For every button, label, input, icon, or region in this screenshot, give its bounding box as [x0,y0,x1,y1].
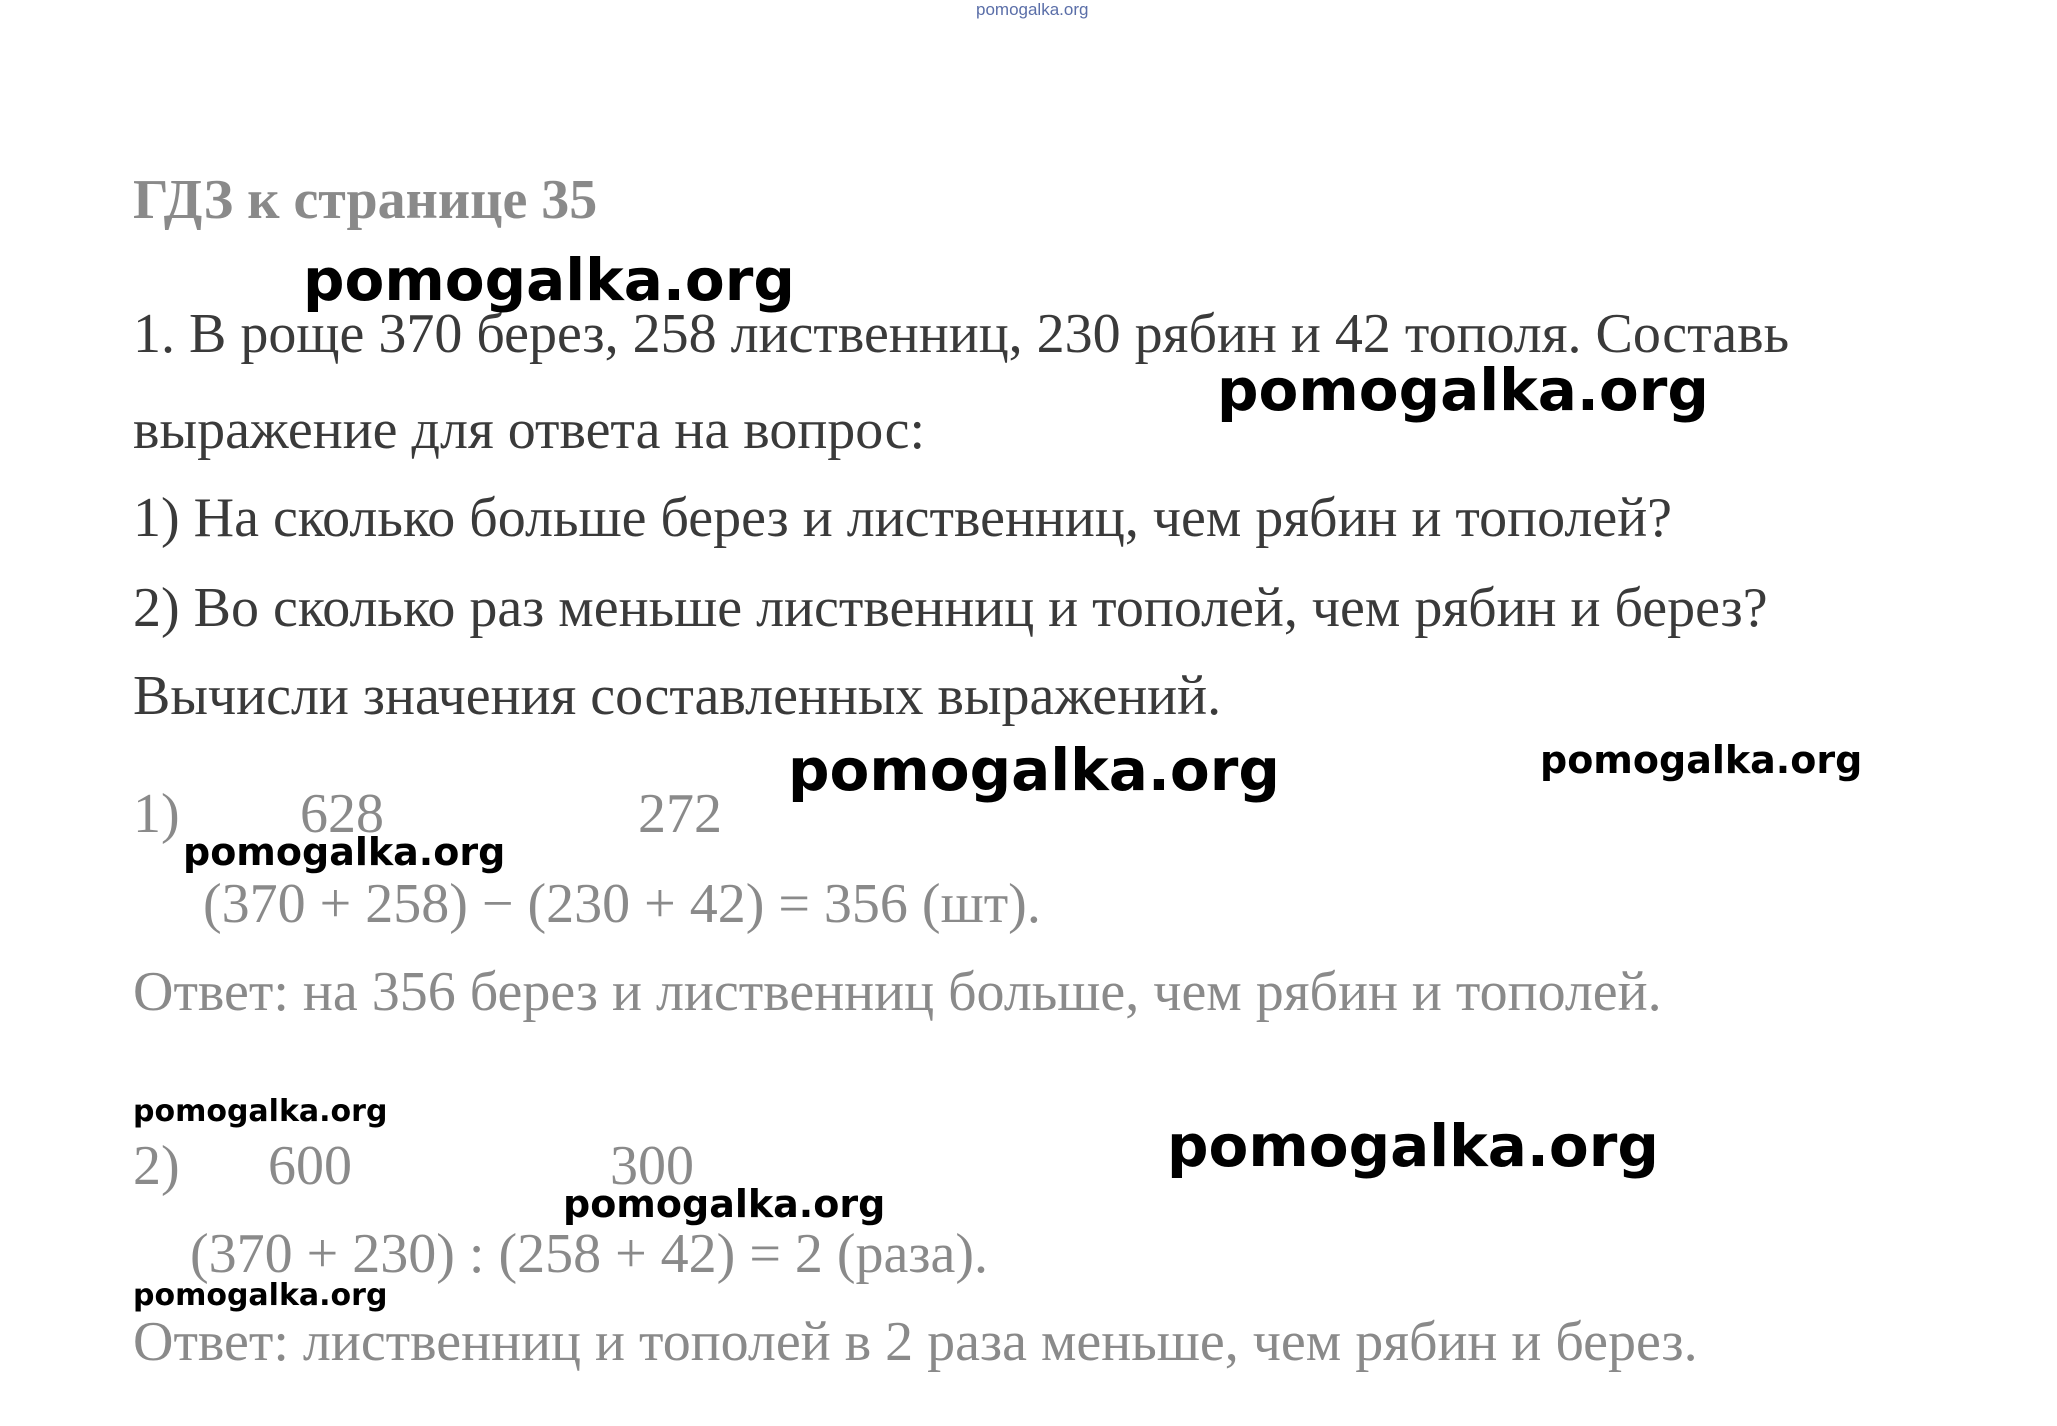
site-url: pomogalka.org [976,0,1089,19]
watermark: pomogalka.org [133,1094,388,1129]
solution-2-answer: Ответ: лиственниц и тополей в 2 раза меньше, чем рябин и берез. [133,1311,1698,1373]
task-question-2: 2) Во сколько раз меньше лиственниц и тополей, чем рябин и берез? [133,577,1768,639]
solution-2-subtotal: 300 [610,1135,694,1197]
task-instruction: Вычисли значения составленных выражений. [133,665,1222,727]
page-title: ГДЗ к странице 35 [133,169,598,231]
solution-2-expression: (370 + 230) : (258 + 42) = 2 (раза). [190,1223,989,1285]
task-statement-line: выражение для ответа на вопрос: [133,399,926,461]
solution-1-answer: Ответ: на 356 берез и лиственниц больше, чем рябин и тополей. [133,961,1662,1023]
watermark: pomogalka.org [1167,1112,1659,1180]
watermark: pomogalka.org [183,830,506,874]
solution-1-expression: (370 + 258) − (230 + 42) = 356 (шт). [203,873,1041,935]
watermark: pomogalka.org [563,1182,886,1226]
watermark: pomogalka.org [303,246,795,314]
watermark: pomogalka.org [1217,356,1709,424]
watermark: pomogalka.org [1540,738,1863,782]
solution-1-label: 1) [133,783,180,845]
solution-2-label: 2) [133,1135,180,1197]
solution-1-subtotal: 272 [638,783,722,845]
watermark: pomogalka.org [788,736,1280,804]
task-question-1: 1) На сколько больше берез и лиственниц, чем рябин и тополей? [133,487,1673,549]
solution-2-subtotal: 600 [268,1135,352,1197]
solution-1-subtotal: 628 [300,783,384,845]
watermark: pomogalka.org [133,1278,388,1313]
task-statement-line: 1. В роще 370 берез, 258 лиственниц, 230 рябин и 42 тополя. Составь [133,303,1790,365]
